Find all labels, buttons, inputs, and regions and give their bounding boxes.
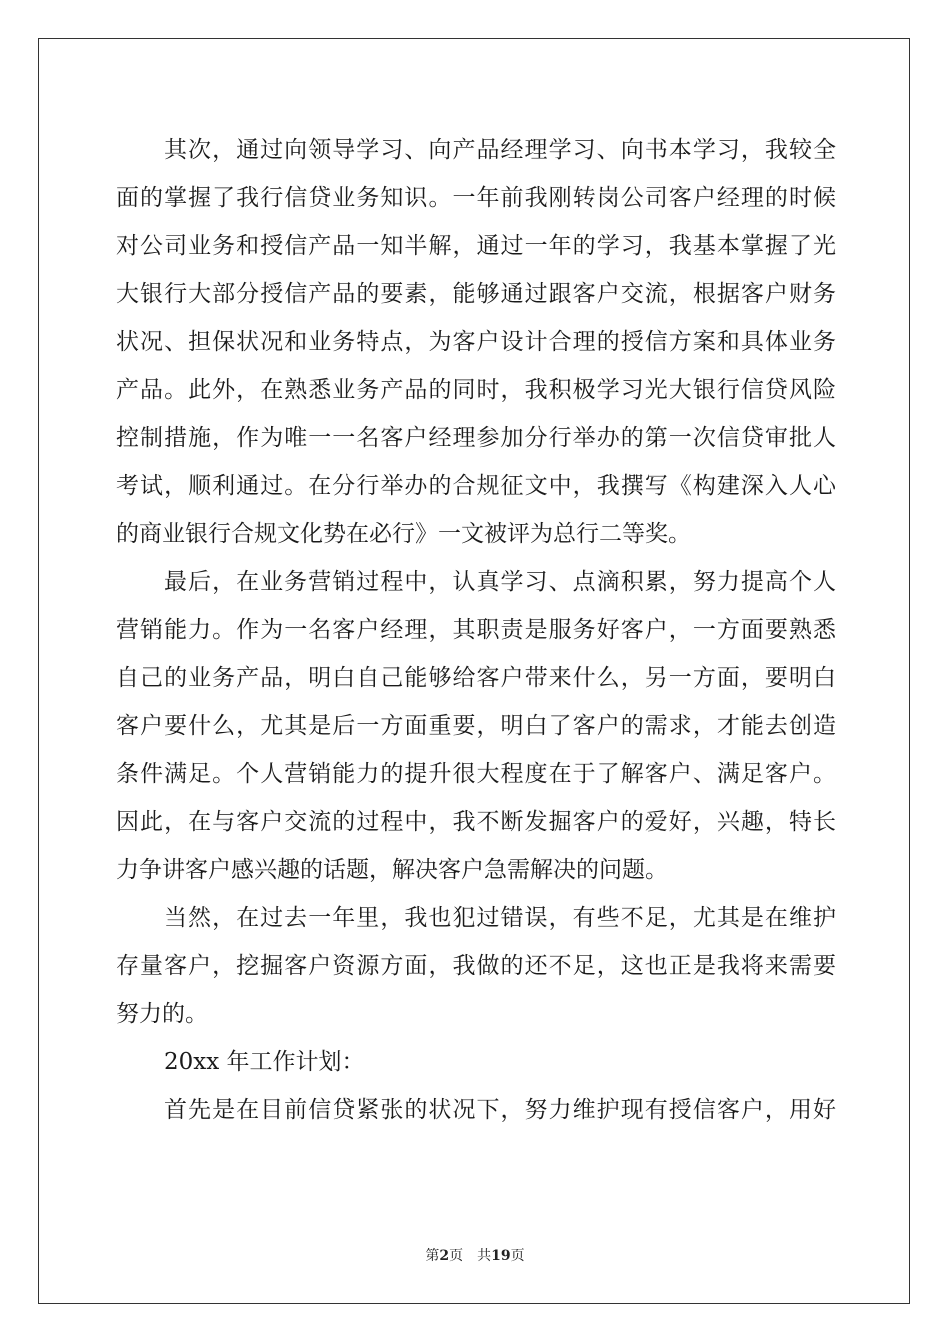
paragraph-2-line-7: 力争讲客户感兴趣的话题，解决客户急需解决的问题。 [116, 857, 668, 883]
paragraph-5-line-1: 首先是在目前信贷紧张的状况下，努力维护现有授信客户，用好 [164, 1097, 836, 1123]
paragraph-1-line-1: 其次，通过向领导学习、向产品经理学习、向书本学习，我较全 [164, 137, 836, 163]
paragraph-3-line-2: 存量客户，挖掘客户资源方面，我做的还不足，这也正是我将来需要 [116, 953, 836, 979]
paragraph-2-line-3: 自己的业务产品，明白自己能够给客户带来什么，另一方面，要明白 [116, 665, 836, 691]
paragraph-1-line-2: 面的掌握了我行信贷业务知识。一年前我刚转岗公司客户经理的时候 [116, 185, 836, 211]
footer-page-suffix: 页 [449, 1248, 464, 1264]
footer-total-prefix: 共 [477, 1248, 492, 1264]
paragraph-1-line-6: 产品。此外，在熟悉业务产品的同时，我积极学习光大银行信贷风险 [116, 377, 836, 403]
paragraph-2-line-4: 客户要什么，尤其是后一方面重要，明白了客户的需求，才能去创造 [116, 713, 836, 739]
work-plan-heading: 20xx 年工作计划： [164, 1049, 365, 1075]
paragraph-1-line-3: 对公司业务和授信产品一知半解，通过一年的学习，我基本掌握了光 [116, 233, 836, 259]
paragraph-2-line-2: 营销能力。作为一名客户经理，其职责是服务好客户，一方面要熟悉 [116, 617, 836, 643]
paragraph-1-line-9: 的商业银行合规文化势在必行》一文被评为总行二等奖。 [116, 521, 691, 547]
paragraph-1-line-5: 状况、担保状况和业务特点，为客户设计合理的授信方案和具体业务 [116, 329, 836, 355]
paragraph-1-line-8: 考试，顺利通过。在分行举办的合规征文中，我撰写《构建深入人心 [116, 473, 836, 499]
page-footer [0, 1245, 950, 1265]
footer-total-suffix: 页 [510, 1248, 525, 1264]
footer-prefix: 第 [425, 1248, 440, 1264]
paragraph-1-line-4: 大银行大部分授信产品的要素，能够通过跟客户交流，根据客户财务 [116, 281, 836, 307]
paragraph-3-line-1: 当然，在过去一年里，我也犯过错误，有些不足，尤其是在维护 [164, 905, 836, 931]
paragraph-2-line-5: 条件满足。个人营销能力的提升很大程度在于了解客户、满足客户。 [116, 761, 836, 787]
paragraph-2-line-6: 因此，在与客户交流的过程中，我不断发掘客户的爱好，兴趣，特长 [116, 809, 836, 835]
paragraph-3-line-3: 努力的。 [116, 1001, 208, 1027]
paragraph-2-line-1: 最后，在业务营销过程中，认真学习、点滴积累，努力提高个人 [164, 569, 836, 595]
paragraph-1-line-7: 控制措施，作为唯一一名客户经理参加分行举办的第一次信贷审批人 [116, 425, 836, 451]
total-pages-number: 19 [491, 1248, 511, 1264]
current-page-number: 2 [439, 1248, 450, 1264]
